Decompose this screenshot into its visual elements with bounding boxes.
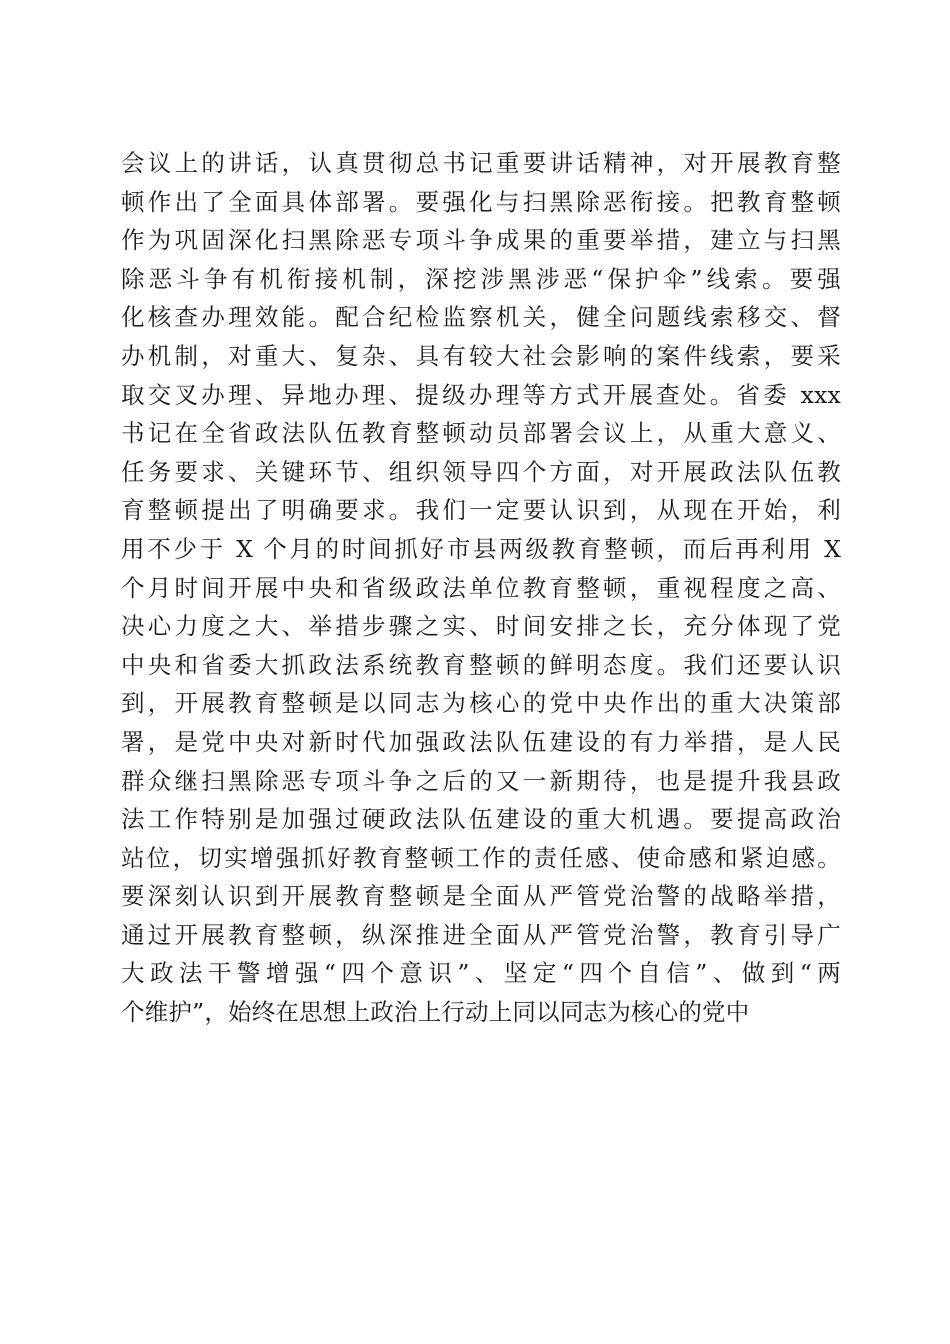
text-line: 顿作出了全面具体部署。要强化与扫黑除恶衔接。把教育整顿 xyxy=(121,187,841,216)
text-line: 到，开展教育整顿是以同志为核心的党中央作出的重大决策部 xyxy=(121,689,841,718)
text-line: 化核查办理效能。配合纪检监察机关，健全问题线索移交、督 xyxy=(121,303,841,332)
text-line: 办机制，对重大、复杂、具有较大社会影响的案件线索，要采 xyxy=(121,341,841,370)
text-line: 用不少于 X 个月的时间抓好市县两级教育整顿，而后再利用 X xyxy=(121,534,841,563)
text-line: 除恶斗争有机衔接机制，深挖涉黑涉恶“保护伞”线索。要强 xyxy=(121,264,841,293)
text-line: 大政法干警增强“四个意识”、坚定“四个自信”、做到“两 xyxy=(121,959,841,988)
text-line: 个维护”，始终在思想上政治上行动上同以同志为核心的党中 xyxy=(121,998,750,1027)
text-line: 任务要求、关键环节、组织领导四个方面，对开展政法队伍教 xyxy=(121,457,841,486)
text-line: 群众继扫黑除恶专项斗争之后的又一新期待，也是提升我县政 xyxy=(121,766,841,795)
text-line: 书记在全省政法队伍教育整顿动员部署会议上，从重大意义、 xyxy=(121,419,841,448)
text-line: 决心力度之大、举措步骤之实、时间安排之长，充分体现了党 xyxy=(121,612,841,641)
text-line: 署，是党中央对新时代加强政法队伍建设的有力举措，是人民 xyxy=(121,727,841,756)
text-line: 取交叉办理、异地办理、提级办理等方式开展查处。省委 xxx xyxy=(121,380,841,409)
text-line: 育整顿提出了明确要求。我们一定要认识到，从现在开始，利 xyxy=(121,496,841,525)
text-line: 通过开展教育整顿，纵深推进全面从严管党治警，教育引导广 xyxy=(121,920,841,949)
text-line: 法工作特别是加强过硬政法队伍建设的重大机遇。要提高政治 xyxy=(121,805,841,834)
text-line: 个月时间开展中央和省级政法单位教育整顿，重视程度之高、 xyxy=(121,573,841,602)
text-line: 中央和省委大抓政法系统教育整顿的鲜明态度。我们还要认识 xyxy=(121,650,841,679)
text-line: 作为巩固深化扫黑除恶专项斗争成果的重要举措，建立与扫黑 xyxy=(121,226,841,255)
text-line: 要深刻认识到开展教育整顿是全面从严管党治警的战略举措， xyxy=(121,882,841,911)
body-paragraph xyxy=(121,144,841,1032)
text-line: 站位，切实增强抓好教育整顿工作的责任感、使命感和紧迫感。 xyxy=(121,843,841,872)
text-line: 会议上的讲话，认真贯彻总书记重要讲话精神，对开展教育整 xyxy=(121,149,841,177)
